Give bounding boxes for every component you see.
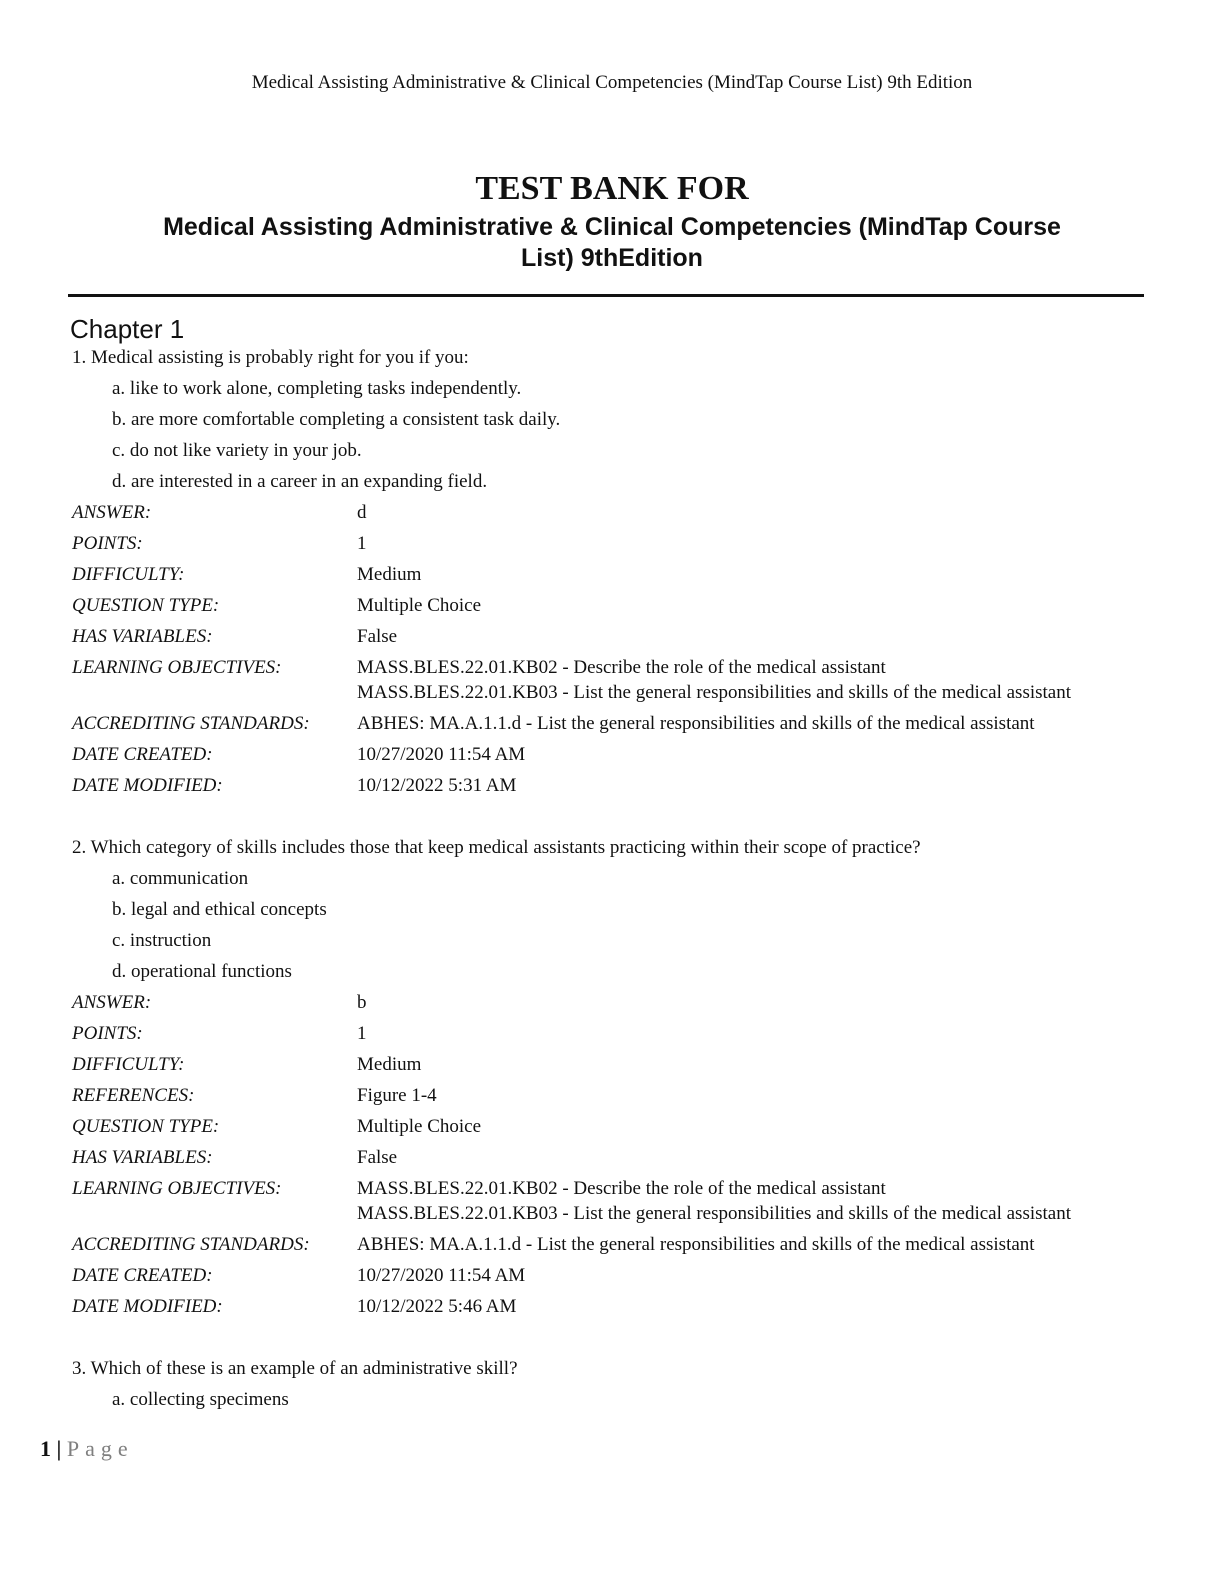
meta-row-answer bbox=[72, 497, 1152, 528]
meta-value: Multiple Choice bbox=[357, 1116, 482, 1137]
meta-row-references bbox=[72, 1080, 1152, 1111]
learning-objective: MASS.BLES.22.01.KB03 - List the general responsibilities and skills of the medical assistant bbox=[357, 1203, 1072, 1224]
meta-value bbox=[357, 652, 1152, 708]
meta-row-has-variables bbox=[72, 621, 1152, 652]
running-header: Medical Assisting Administrative & Clinical Competencies (MindTap Course List) 9th Edition bbox=[251, 72, 973, 93]
meta-label: ANSWER: bbox=[72, 992, 152, 1013]
question-spacer bbox=[72, 801, 1152, 835]
meta-label: LEARNING OBJECTIVES: bbox=[72, 1178, 282, 1199]
question-1 bbox=[72, 345, 1152, 801]
meta-label: DATE MODIFIED: bbox=[72, 775, 223, 796]
meta-value bbox=[357, 1173, 1152, 1229]
document-subtitle bbox=[70, 212, 1154, 274]
meta-label: HAS VARIABLES: bbox=[72, 626, 213, 647]
page-word: Page bbox=[66, 1436, 134, 1461]
answer-option: a. like to work alone, completing tasks independently. bbox=[112, 378, 522, 399]
answer-option: d. are interested in a career in an expanding field. bbox=[112, 471, 488, 492]
meta-value: False bbox=[357, 626, 398, 647]
question-2 bbox=[72, 835, 1152, 1322]
title-divider bbox=[68, 294, 1144, 297]
meta-value: 10/12/2022 5:46 AM bbox=[357, 1296, 517, 1317]
question-spacer bbox=[72, 1322, 1152, 1356]
meta-row-has-variables bbox=[72, 1142, 1152, 1173]
meta-value: ABHES: MA.A.1.1.d - List the general responsibilities and skills of the medical assistant bbox=[357, 713, 1035, 734]
question-list bbox=[72, 345, 1152, 1415]
meta-value: 10/12/2022 5:31 AM bbox=[357, 775, 517, 796]
answer-option: a. collecting specimens bbox=[112, 1389, 289, 1410]
meta-label: DIFFICULTY: bbox=[72, 1054, 185, 1075]
answer-option: a. communication bbox=[112, 868, 249, 889]
question-stem: 2. Which category of skills includes those that keep medical assistants practicing within their scope of practice? bbox=[72, 837, 921, 858]
meta-row-date-created bbox=[72, 739, 1152, 770]
meta-row-points bbox=[72, 1018, 1152, 1049]
meta-value: 10/27/2020 11:54 AM bbox=[357, 744, 526, 765]
answer-option: b. legal and ethical concepts bbox=[112, 899, 327, 920]
meta-row-accrediting-standards bbox=[72, 1229, 1152, 1260]
meta-row-answer bbox=[72, 987, 1152, 1018]
meta-row-date-modified bbox=[72, 770, 1152, 801]
meta-label: LEARNING OBJECTIVES: bbox=[72, 657, 282, 678]
meta-label: ANSWER: bbox=[72, 502, 152, 523]
meta-value: 1 bbox=[357, 533, 367, 554]
learning-objective: MASS.BLES.22.01.KB02 - Describe the role of the medical assistant bbox=[357, 1178, 886, 1199]
meta-value: Medium bbox=[357, 564, 422, 585]
meta-value: d bbox=[357, 502, 367, 523]
meta-label: ACCREDITING STANDARDS: bbox=[72, 713, 310, 734]
meta-row-question-type bbox=[72, 1111, 1152, 1142]
meta-label: ACCREDITING STANDARDS: bbox=[72, 1234, 310, 1255]
learning-objective: MASS.BLES.22.01.KB02 - Describe the role of the medical assistant bbox=[357, 657, 886, 678]
learning-objective: MASS.BLES.22.01.KB03 - List the general responsibilities and skills of the medical assistant bbox=[357, 682, 1072, 703]
meta-value: 10/27/2020 11:54 AM bbox=[357, 1265, 526, 1286]
page-footer bbox=[40, 1436, 134, 1462]
answer-option: d. operational functions bbox=[112, 961, 292, 982]
subtitle-line-2: List) 9thEdition bbox=[521, 244, 703, 272]
answer-option: c. do not like variety in your job. bbox=[112, 440, 362, 461]
answer-option: c. instruction bbox=[112, 930, 212, 951]
subtitle-line-1: Medical Assisting Administrative & Clinical Competencies (MindTap Course bbox=[163, 213, 1061, 241]
meta-label: POINTS: bbox=[72, 1023, 143, 1044]
question-stem: 1. Medical assisting is probably right for you if you: bbox=[72, 347, 469, 368]
meta-row-accrediting-standards bbox=[72, 708, 1152, 739]
question-3 bbox=[72, 1356, 1152, 1415]
meta-label: DATE CREATED: bbox=[72, 1265, 213, 1286]
page-number: 1 bbox=[40, 1436, 51, 1461]
meta-row-question-type bbox=[72, 590, 1152, 621]
meta-row-difficulty bbox=[72, 559, 1152, 590]
meta-row-date-created bbox=[72, 1260, 1152, 1291]
answer-option: b. are more comfortable completing a consistent task daily. bbox=[112, 409, 561, 430]
meta-label: QUESTION TYPE: bbox=[72, 595, 220, 616]
meta-label: QUESTION TYPE: bbox=[72, 1116, 220, 1137]
footer-separator: | bbox=[56, 1436, 62, 1461]
chapter-heading: Chapter 1 bbox=[70, 314, 185, 344]
question-metadata bbox=[72, 987, 1152, 1322]
meta-label: DIFFICULTY: bbox=[72, 564, 185, 585]
meta-row-date-modified bbox=[72, 1291, 1152, 1322]
question-stem: 3. Which of these is an example of an administrative skill? bbox=[72, 1358, 518, 1379]
meta-value: ABHES: MA.A.1.1.d - List the general responsibilities and skills of the medical assistant bbox=[357, 1234, 1035, 1255]
question-metadata bbox=[72, 497, 1152, 801]
meta-row-learning-objectives bbox=[72, 1173, 1152, 1229]
meta-value: Figure 1-4 bbox=[357, 1085, 437, 1106]
meta-label: DATE CREATED: bbox=[72, 744, 213, 765]
meta-label: HAS VARIABLES: bbox=[72, 1147, 213, 1168]
meta-row-learning-objectives bbox=[72, 652, 1152, 708]
meta-value: 1 bbox=[357, 1023, 367, 1044]
meta-row-points bbox=[72, 528, 1152, 559]
meta-value: Medium bbox=[357, 1054, 422, 1075]
meta-label: REFERENCES: bbox=[72, 1085, 195, 1106]
meta-value: b bbox=[357, 992, 367, 1013]
meta-value: Multiple Choice bbox=[357, 595, 482, 616]
meta-label: POINTS: bbox=[72, 533, 143, 554]
document-title: TEST BANK FOR bbox=[475, 170, 749, 207]
meta-value: False bbox=[357, 1147, 398, 1168]
meta-label: DATE MODIFIED: bbox=[72, 1296, 223, 1317]
meta-row-difficulty bbox=[72, 1049, 1152, 1080]
